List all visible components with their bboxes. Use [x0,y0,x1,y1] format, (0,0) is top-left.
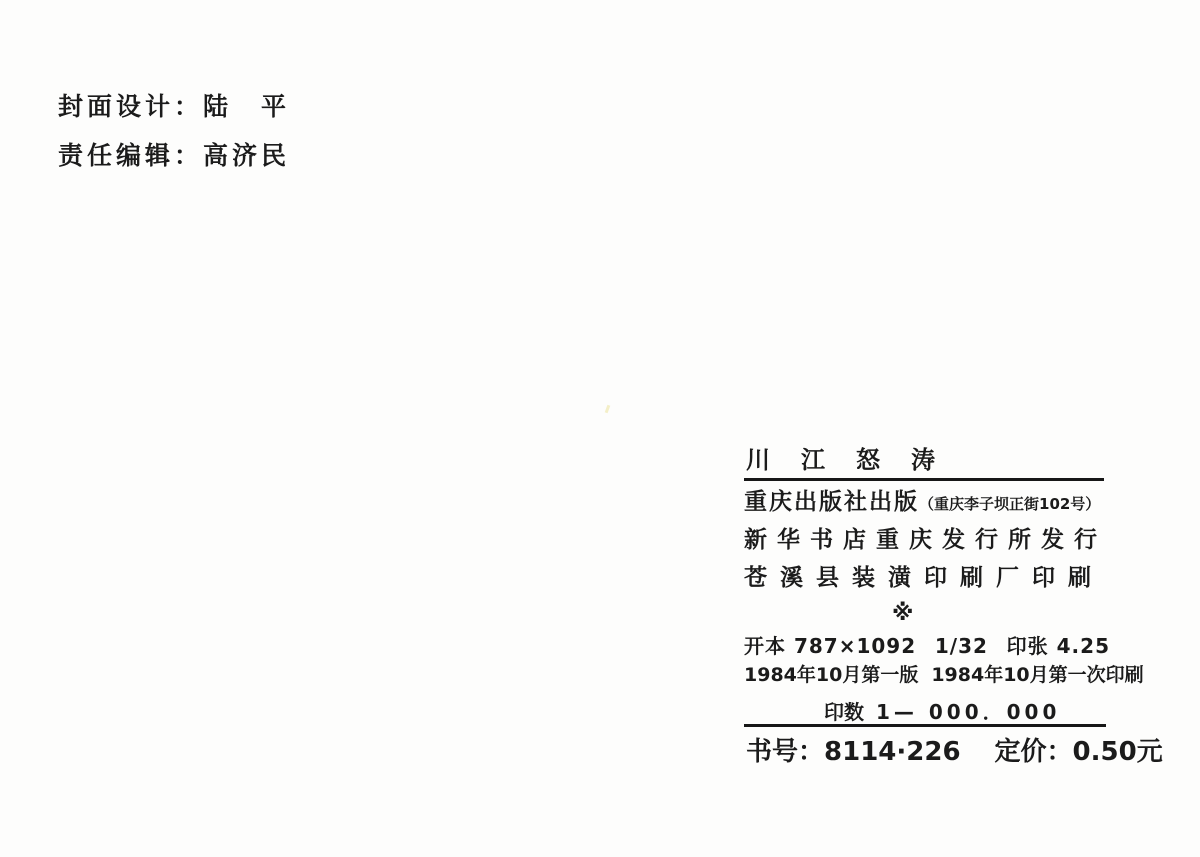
price-value: 0.50元 [1072,737,1163,767]
cover-design-line [58,94,290,119]
print-run-line [824,702,1060,722]
format-fraction: 1/32 [934,634,988,658]
divider-rule-top [744,478,1104,481]
colophon-block [744,446,1163,776]
editor-label: 责任编辑： [58,141,204,170]
price-label: 定价： [994,737,1073,767]
format-line [744,636,1110,656]
cover-design-label: 封面设计： [58,92,204,121]
distributor-line: 新华书店重庆发行所发行 [744,527,1107,553]
scan-speck [605,405,611,414]
editor-name: 高济民 [203,141,291,170]
edition-line [744,666,1144,685]
editor-line [58,143,290,168]
cover-design-name: 陆 平 [203,92,291,121]
first-printing: 1984年10月第一次印刷 [931,664,1144,686]
publisher-line [744,491,1100,514]
divider-rule-bottom [744,724,1106,727]
publisher-name: 重庆出版社出版 [744,489,919,515]
format-sheets: 印张 4.25 [1006,634,1110,658]
print-run-label: 印数 [824,700,864,724]
book-number-label: 书号： [746,737,825,767]
reference-mark: ※ [892,601,914,626]
printer-line: 苍溪县装潢印刷厂印刷 [744,565,1104,591]
print-run-value: 1— 000．000 [876,700,1061,724]
first-edition: 1984年10月第一版 [744,664,919,686]
format-size: 开本 787×1092 [744,634,917,658]
credits-block [58,94,290,168]
book-title: 川江怒涛 [746,446,966,474]
book-number: 8114·226 [824,737,961,767]
publisher-address: （重庆李子坝正街102号） [919,495,1101,513]
price-line [746,739,1163,765]
